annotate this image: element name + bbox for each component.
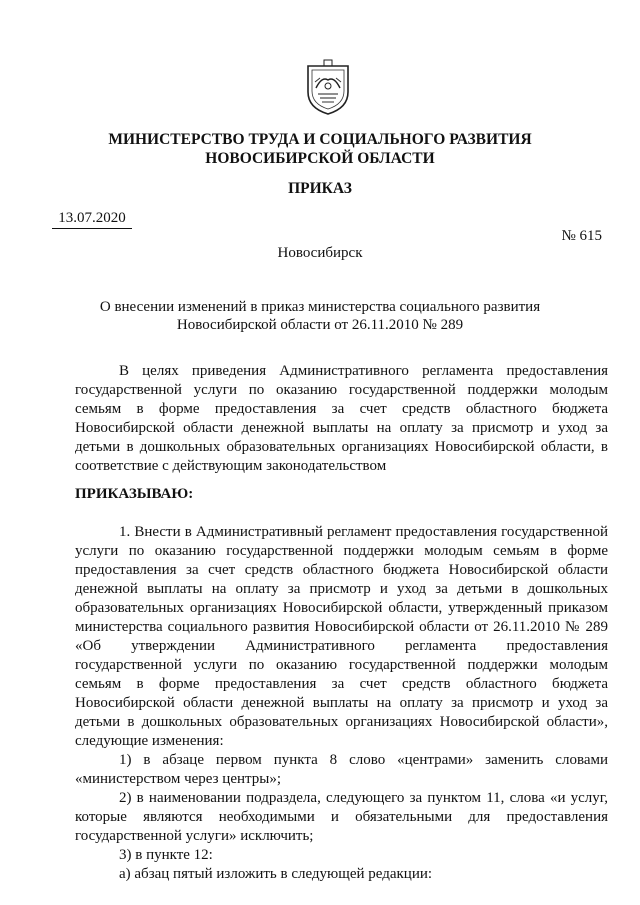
document-date: 13.07.2020 — [52, 210, 132, 229]
item-1-3-a: а) абзац пятый изложить в следующей редакции: — [119, 866, 433, 882]
document-number: № 615 — [561, 228, 602, 244]
ministry-title — [0, 130, 640, 168]
ministry-title-line-2: НОВОСИБИРСКОЙ ОБЛАСТИ — [205, 150, 435, 167]
subject-line-1: О внесении изменений в приказ министерства социального развития — [99, 299, 541, 315]
ministry-title-line-1: МИНИСТЕРСТВО ТРУДА И СОЦИАЛЬНОГО РАЗВИТИЯ — [108, 131, 532, 148]
document-subject — [0, 298, 640, 334]
preamble-text: В целях приведения Административного регламента предоставления государственной услуги по оказанию государственной поддержки молодым семьям в форме предоставления за счет средств областного бюджета Новосибирской области денежной выплаты на оплату за присмотр и уход за детьми в дошкольных образовательных организациях Новосибирской области, в соответствие с действующим законодательством — [75, 363, 608, 474]
item-1-1: 1) в абзаце первом пункта 8 слово «центрами» заменить словами «министерством через центры»; — [75, 752, 608, 787]
decree-word: ПРИКАЗЫВАЮ: — [75, 486, 194, 502]
item-1-3: 3) в пункте 12: — [119, 847, 213, 863]
document-city: Новосибирск — [277, 245, 363, 261]
coat-of-arms-emblem — [302, 58, 354, 116]
preamble — [75, 362, 608, 476]
order-items — [75, 523, 608, 884]
subject-line-2: Новосибирской области от 26.11.2010 № 289 — [176, 317, 464, 333]
document-type: ПРИКАЗ — [288, 180, 352, 197]
item-1-2: 2) в наименовании подраздела, следующего за пунктом 11, слова «и услуг, которые являются необходимыми и обязательными для предоставления государственной услуги» исключить; — [75, 790, 608, 844]
item-1: 1. Внести в Административный регламент предоставления государственной услуги по оказанию государственной поддержки молодым семьям в форме предоставления за счет средств областного бюджета Новосибирской области денежной выплаты на оплату за присмотр и уход за детьми в дошкольных образовательных организациях Новосибирской области, утвержденный приказом министерства социального развития Новосибирской области от 26.11.2010 № 289 «Об утверждении Административного регламента предоставления государственной услуги по оказанию государственной поддержки молодым семьям в форме предоставления за счет средств областного бюджета Новосибирской области денежной выплаты на оплату за присмотр и уход за детьми в дошкольных образовательных организациях Новосибирской области», следующие изменения: — [75, 524, 608, 749]
